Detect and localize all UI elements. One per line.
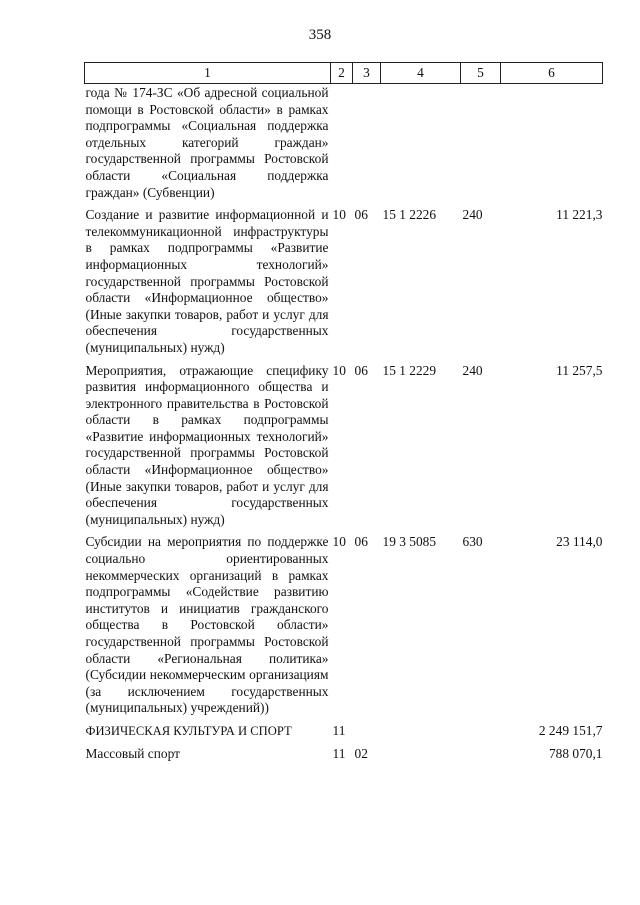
row-description: Мероприятия, отражающие специфику развития информационного общества и электронного правительства в Ростовской области в рамках подпрограммы «Развитие информационных технологий» государственной программы Ростовской области «Информационное общество» (Иные закупки товаров, работ и услуг для обеспечения государственных (муниципальных) нужд) (85, 362, 329, 527)
row-description: Массовый спорт (85, 745, 180, 761)
column-header-subsection: 3 (353, 63, 381, 84)
table-row (85, 84, 603, 208)
row-description: года № 174-ЗС «Об адресной социальной помощи в Ростовской области» в рамках подпрограммы «Социальная поддержка отдельных категорий граждан» государственной программы Ростовской области «Социальная поддержка граждан» (Субвенции) (85, 85, 329, 200)
row-description: Субсидии на мероприятия по поддержке социально ориентированных некоммерческих организаций в рамках подпрограммы «Содействие развитию институтов и инициатив гражданского общества в Ростовской области» государственной программы Ростовской области «Региональная политика» (Субсидии некоммерческим организациям (за исключением государственных (муниципальных) учреждений)) (85, 534, 329, 716)
row-description: Создание и развитие информационной и телекоммуникационной инфраструктуры в рамках подпрограммы «Развитие информационных технологий» государственной программы Ростовской области «Информационное общество» (Иные закупки товаров, работ и услуг для обеспечения государственных (муниципальных) нужд) (85, 207, 329, 355)
row-section (331, 84, 353, 208)
row-amount: 23 114,0 (556, 534, 603, 550)
row-subsection: 02 (354, 745, 368, 761)
row-subsection: 06 (354, 362, 368, 378)
column-header-description: 1 (85, 63, 331, 84)
row-section: 10 (332, 534, 346, 550)
row-subsection (353, 723, 381, 746)
row-section: 11 (332, 722, 346, 738)
column-header-target: 4 (381, 63, 461, 84)
row-target (381, 84, 461, 208)
row-expense-type (461, 84, 501, 208)
row-target (381, 746, 461, 763)
table-row (85, 207, 603, 362)
row-subsection: 06 (354, 207, 368, 223)
row-expense-type (461, 723, 501, 746)
page-number: 358 (308, 27, 332, 43)
row-target: 15 1 2229 (382, 362, 437, 378)
budget-table (84, 62, 603, 762)
row-expense-type: 240 (462, 207, 483, 223)
row-amount: 788 070,1 (548, 745, 603, 761)
row-target: 15 1 2226 (382, 207, 437, 223)
row-subsection (353, 84, 381, 208)
row-target (381, 723, 461, 746)
table-row (85, 363, 603, 535)
table-row-section-total (85, 723, 603, 746)
row-expense-type (461, 746, 501, 763)
table-row (85, 746, 603, 763)
column-header-section: 2 (331, 63, 353, 84)
row-section: 10 (332, 362, 346, 378)
row-section: 10 (332, 207, 346, 223)
column-header-amount: 6 (501, 63, 603, 84)
row-expense-type: 240 (462, 362, 483, 378)
table-row (85, 534, 603, 723)
row-expense-type: 630 (462, 534, 483, 550)
row-amount: 11 221,3 (556, 207, 603, 223)
row-subsection: 06 (354, 534, 368, 550)
column-header-expense-type: 5 (461, 63, 501, 84)
row-target: 19 3 5085 (382, 534, 437, 550)
table-header-row (85, 63, 603, 84)
row-amount: 11 257,5 (556, 362, 603, 378)
row-description: ФИЗИЧЕСКАЯ КУЛЬТУРА И СПОРТ (85, 723, 292, 738)
row-section: 11 (332, 745, 346, 761)
row-amount: 2 249 151,7 (538, 722, 603, 738)
row-amount (501, 84, 603, 208)
